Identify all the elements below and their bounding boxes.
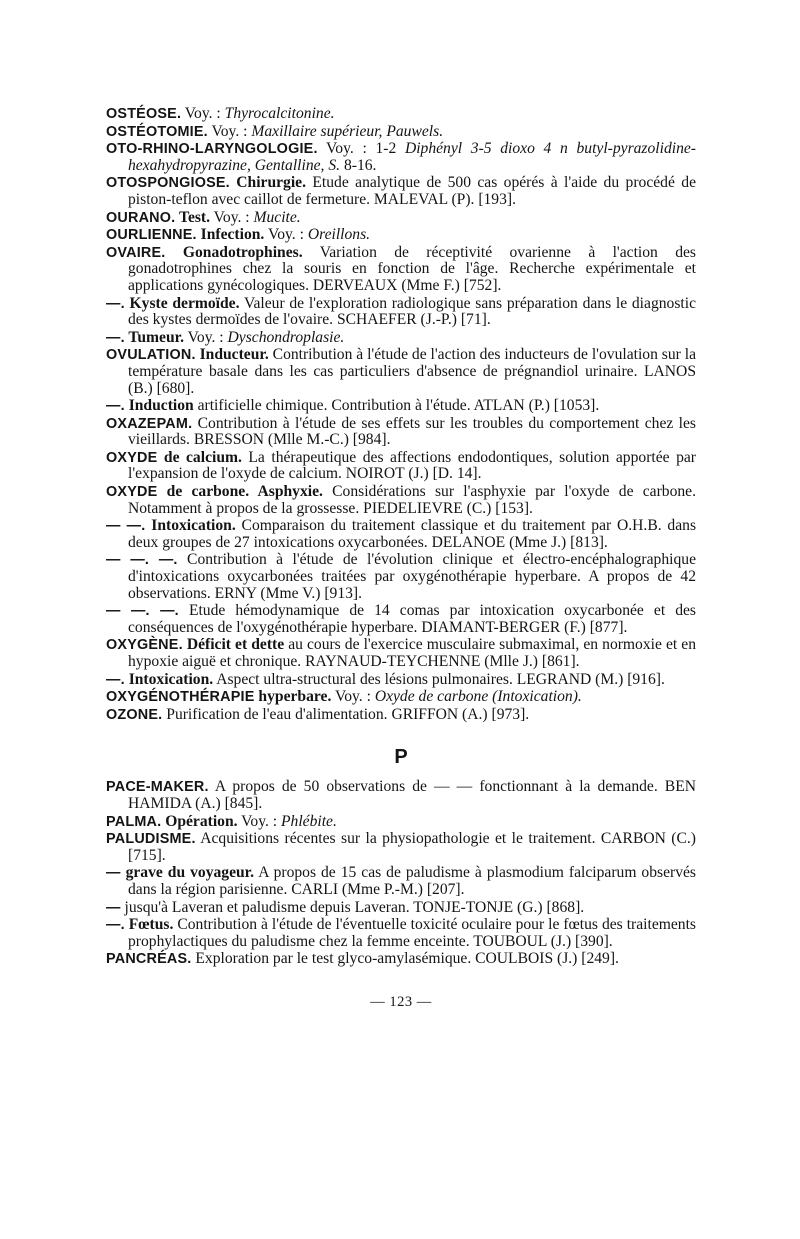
index-entry	[106, 227, 696, 244]
index-entry	[106, 416, 696, 449]
entry-text: Contribution à l'étude de l'action des inducteurs de l'ovulation sur la température basale dans les cas particuliers d'absence de prégnandiol urinaire. LANOS (B.) [680].	[128, 346, 696, 397]
entry-subheading: Inducteur.	[195, 346, 269, 364]
entry-text: Contribution à l'étude de l'évolution clinique et électro-encéphalographique d'intoxications oxycarbonées traitées par oxygénothérapie hyperbare. A propos de 42 observations. ERNY (Mme V.) [913].	[128, 551, 696, 602]
entry-heading: OXYGÈNE.	[106, 637, 183, 654]
entry-heading: OSTÉOSE.	[106, 106, 182, 122]
entry-see-also: Oreillons.	[307, 226, 371, 244]
entry-text: Aspect ultra-structural des lésions pulmonaires. LEGRAND (M.) [916].	[213, 670, 665, 688]
entry-see-also: Mucite.	[253, 208, 301, 226]
entry-text: Variation de réceptivité ovarienne à l'action des gonadotrophines chez la souris en fonction de l'âge. Recherche expérimentale et applications gynécologiques. DERVEAUX (Mme F.) [752].	[128, 243, 696, 294]
entry-text: artificielle chimique. Contribution à l'étude. ATLAN (P.) [1053].	[193, 397, 600, 415]
index-entry	[106, 398, 696, 415]
entry-subheading: Test.	[175, 208, 211, 226]
entry-see-also: Phlébite.	[281, 812, 337, 830]
index-entry	[106, 689, 696, 706]
entry-heading: —.	[106, 329, 125, 346]
entry-subheading: Kyste dermoïde.	[124, 294, 240, 312]
entry-heading: PACE-MAKER.	[106, 779, 209, 796]
entry-heading: OXYGÉNOTHÉRAPIE	[106, 689, 255, 706]
entry-heading: —.	[106, 917, 125, 934]
index-entry	[106, 210, 696, 227]
entry-heading: OTO-RHINO-LARYNGOLOGIE.	[106, 141, 318, 158]
entry-heading: —.	[106, 671, 125, 688]
entry-text: Voy. :	[184, 328, 228, 346]
entry-see-also: Diphényl 3-5 dioxo 4 n butyl-pyrazolidine-hexahydropyrazine, Gentalline, S.	[128, 140, 697, 174]
entry-text: La thérapeutique des affections endodontiques, solution apportée par l'expansion de l'oxyde de calcium. NOIROT (J.) [D. 14].	[128, 448, 696, 483]
entry-text: Voy. : 1-2	[317, 140, 405, 158]
index-entry	[106, 450, 696, 483]
entry-heading: OXYDE	[106, 449, 158, 466]
entry-heading: OSTÉOTOMIE.	[106, 123, 208, 140]
index-section-p	[106, 779, 696, 968]
entry-subheading: Intoxication.	[145, 517, 236, 535]
entry-heading: OURLIENNE.	[106, 227, 197, 244]
entry-heading: — —.	[106, 518, 146, 535]
entry-text: A propos de 50 observations de — — fonctionnant à la demande. BEN HAMIDA (A.) [845].	[128, 778, 696, 812]
index-entry	[106, 831, 696, 864]
entry-heading: OZONE.	[106, 706, 163, 723]
index-entry	[106, 484, 696, 517]
entry-text: au cours de l'exercice musculaire submaximal, en normoxie et en hypoxie aiguë et chronique. RAYNAUD-TEYCHENNE (Mlle J.) [861].	[128, 636, 696, 670]
entry-text: Contribution à l'étude de ses effets sur les troubles du comportement chez les vieillards. BRESSON (Mlle M.-C.) [984].	[128, 414, 696, 449]
entry-heading: —.	[106, 398, 125, 415]
entry-see-also: Thyrocalcitonine.	[224, 105, 335, 122]
entry-heading: PALMA.	[106, 813, 162, 830]
entry-subheading: Déficit et dette	[182, 636, 285, 654]
index-entry	[106, 672, 696, 689]
index-entry	[106, 245, 696, 295]
entry-text: Voy. :	[207, 122, 252, 140]
entry-heading: —.	[106, 295, 125, 312]
index-entry	[106, 175, 696, 208]
entry-heading: — —. —.	[106, 552, 178, 569]
entry-subheading: Induction	[124, 397, 194, 415]
index-entry	[106, 814, 696, 831]
index-entry	[106, 330, 696, 347]
entry-heading: OTOSPONGIOSE.	[106, 175, 230, 192]
entry-subheading: de calcium.	[157, 448, 242, 466]
entry-heading: — —. —.	[106, 603, 179, 620]
index-entry	[106, 552, 696, 602]
entry-text-tail: 8-16.	[340, 156, 377, 174]
entry-subheading: Opération.	[161, 812, 238, 830]
entry-text: Acquisitions récentes sur la physiopathologie et le traitement. CARBON (C.) [715].	[128, 830, 696, 864]
index-page	[106, 106, 696, 1011]
entry-heading: PANCRÉAS.	[106, 951, 192, 968]
entry-text: Contribution à l'étude de l'éventuelle toxicité oculaire pour le fœtus des traitements prophylactiques du paludisme chez la femme enceinte. TOUBOUL (J.) [390].	[128, 916, 696, 950]
entry-text: Comparaison du traitement classique et du traitement par O.H.B. dans deux groupes de 27 intoxications oxycarbonées. DELANOE (Mme J.) [813].	[128, 517, 697, 551]
index-entry	[106, 865, 696, 898]
entry-subheading: Fœtus.	[124, 916, 174, 934]
entry-heading: OVULATION.	[106, 347, 196, 364]
entry-text: Voy. :	[210, 208, 254, 226]
entry-text: Purification de l'eau d'alimentation. GRIFFON (A.) [973].	[162, 705, 530, 723]
entry-heading: OXYDE	[106, 484, 158, 501]
index-entry	[106, 347, 696, 397]
entry-heading: PALUDISME.	[106, 831, 196, 848]
entry-text: Exploration par le test glyco-amylasémique. COULBOIS (J.) [249].	[191, 950, 619, 968]
entry-text: Voy. :	[331, 688, 375, 706]
entry-text: jusqu'à Laveran et paludisme depuis Laveran. TONJE-TONJE (G.) [868].	[120, 898, 585, 916]
entry-see-also: Maxillaire supérieur, Pauwels.	[251, 122, 444, 140]
entry-heading: —	[106, 899, 121, 916]
index-entry	[106, 637, 696, 670]
index-entry	[106, 296, 696, 329]
entry-subheading: grave du voyageur.	[120, 864, 255, 882]
entry-text: Voy. :	[264, 226, 308, 244]
index-entry	[106, 106, 696, 123]
entry-subheading: Intoxication.	[124, 670, 214, 688]
entry-subheading: Infection.	[196, 226, 265, 244]
entry-subheading: Tumeur.	[124, 328, 185, 346]
entry-subheading: Chirurgie.	[229, 174, 307, 192]
entry-subheading: Gonadotrophines.	[165, 243, 303, 261]
entry-text: Etude analytique de 500 cas opérés à l'aide du procédé de piston-teflon avec caillot de fermeture. MALEVAL (P). [193].	[128, 174, 696, 208]
entry-heading: OVAIRE.	[106, 244, 166, 261]
index-entry	[106, 917, 696, 950]
section-letter: P	[394, 746, 408, 769]
index-entry	[106, 141, 696, 174]
entry-heading: OURANO.	[106, 209, 176, 226]
entry-heading: —	[106, 865, 121, 882]
index-entry	[106, 951, 696, 968]
entry-subheading: de carbone. Asphyxie.	[157, 483, 323, 501]
entry-see-also: Oxyde de carbone (Intoxication).	[374, 688, 582, 706]
index-section-o	[106, 106, 696, 723]
index-entry	[106, 603, 696, 636]
entry-text: Voy. :	[237, 812, 282, 830]
entry-text: Etude hémodynamique de 14 comas par intoxication oxycarbonée et des conséquences de l'oxygénothérapie hyperbare. DIAMANT-BERGER (F.) [877].	[128, 602, 696, 636]
entry-text: Voy. :	[181, 105, 225, 122]
index-entry	[106, 518, 696, 551]
index-entry	[106, 707, 696, 724]
entry-text: A propos de 15 cas de paludisme à plasmodium falciparum observés dans la région parisienne. CARLI (Mme P.-M.) [207].	[128, 864, 696, 898]
entry-subheading: hyperbare.	[254, 688, 332, 706]
index-entry	[106, 124, 696, 141]
index-entry	[106, 900, 696, 917]
entry-text: Valeur de l'exploration radiologique sans préparation dans le diagnostic des kystes dermoïdes de l'ovaire. SCHAEFER (J.-P.) [71].	[128, 294, 696, 329]
index-entry	[106, 779, 696, 812]
page-number: — 123 —	[370, 993, 432, 1010]
entry-see-also: Dyschondroplasie.	[227, 328, 345, 346]
entry-text: Considérations sur l'asphyxie par l'oxyde de carbone. Notamment à propos de la grossesse. PIEDELIEVRE (C.) [153].	[128, 483, 696, 517]
entry-heading: OXAZEPAM.	[106, 415, 193, 432]
